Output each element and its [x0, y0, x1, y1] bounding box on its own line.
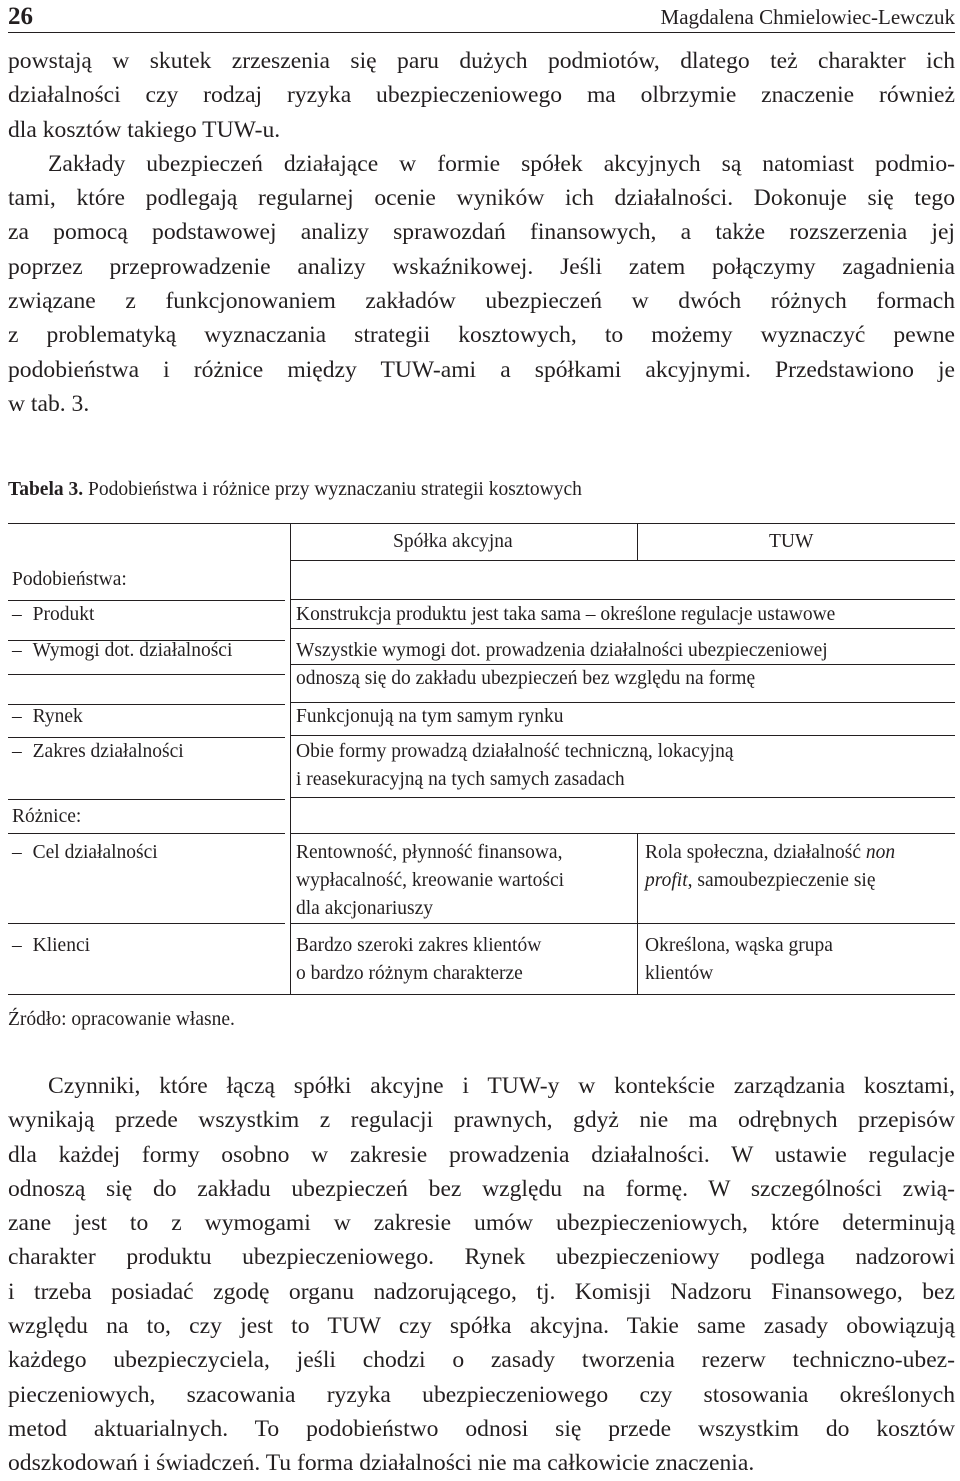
table-source: Źródło: opracowanie własne.	[8, 1009, 235, 1030]
column-header-tuw: TUW	[769, 531, 814, 552]
table-rule	[8, 799, 285, 800]
cell-line: dla akcjonariuszy	[296, 898, 433, 919]
cell-line: Rentowność, płynność finansowa,	[296, 842, 563, 863]
text-line: względu na to, czy jest to TUW czy spółka akcyjna. Takie same zasady obowiązują	[8, 1313, 955, 1340]
row-label-scope	[12, 738, 184, 766]
section-label-similarities: Podobieństwa:	[12, 569, 127, 590]
text-line: w tab. 3.	[8, 390, 90, 417]
cell-line: klientów	[645, 963, 714, 984]
row-label-text: Cel działalności	[32, 842, 158, 863]
comparison-table	[8, 523, 955, 995]
text-line: odnoszą się do zakładu ubezpieczeń bez względu na formę. W szczególności zwią-	[8, 1175, 955, 1202]
row-label-requirements	[12, 637, 232, 665]
row-label-text: Zakres działalności	[32, 741, 184, 762]
row-label-goal	[12, 839, 158, 867]
cell-line: Obie formy prowadzą działalność techniczną, lokacyjną	[296, 741, 734, 762]
table-rule-vertical	[637, 523, 638, 560]
cell-line: Określona, wąska grupa	[645, 935, 833, 956]
table-rule-vertical	[637, 833, 638, 995]
dash: –	[12, 741, 22, 762]
row-label-market	[12, 703, 83, 731]
cell-line: o bardzo różnym charakterze	[296, 963, 523, 984]
row-label-clients	[12, 932, 90, 960]
table-rule	[290, 797, 955, 798]
table-rule	[290, 735, 955, 736]
table-rule	[8, 833, 285, 834]
row-label-text: Rynek	[32, 706, 83, 727]
dash: –	[12, 842, 22, 863]
paragraph-factors	[8, 1069, 955, 1481]
cell-text: , samoubezpieczenie się	[687, 870, 876, 891]
row-label-text: Klienci	[32, 935, 91, 956]
dash: –	[12, 706, 22, 727]
text-line: dla kosztów takiego TUW-u.	[8, 116, 281, 143]
cell-text-italic: non	[865, 842, 896, 863]
row-value-goal-joint-stock	[296, 839, 564, 923]
row-value-goal-tuw	[645, 839, 895, 895]
row-value-product: Konstrukcja produktu jest taka sama – określone regulacje ustawowe	[296, 604, 836, 625]
table-rule	[290, 833, 955, 834]
text-line: każdego ubezpieczyciela, jeśli chodzi o zasady tworzenia rezerw techniczno-ubez-	[8, 1347, 955, 1374]
table-rule-top	[8, 523, 955, 524]
text-line: z problematyką wyznaczania strategii kosztowych, to możemy wyznaczyć pewne	[8, 322, 955, 349]
text-line: poprzez przeprowadzenie analizy wskaźnikowej. Jeśli zatem połączymy zagadnienia	[8, 253, 955, 280]
row-label-product	[12, 601, 94, 629]
text-line: i trzeba posiadać zgodę organu nadzorującego, tj. Komisji Nadzoru Finansowego, bez	[8, 1278, 955, 1305]
row-value-requirements	[296, 637, 828, 693]
text-line: odszkodowań i świadczeń. Tu forma działalności nie ma całkowicie znaczenia.	[8, 1450, 755, 1477]
dash: –	[12, 604, 22, 625]
text-line: podobieństwa i różnice między TUW-ami a spółkami akcyjnymi. Przedstawiono je	[8, 356, 955, 383]
column-header-joint-stock: Spółka akcyjna	[393, 531, 513, 552]
cell-text-italic: profit	[645, 870, 688, 891]
cell-line	[645, 839, 895, 867]
text-line: metod aktuarialnych. To podobieństwo odnosi się przede wszystkim do kosztów	[8, 1415, 955, 1442]
text-line: Zakłady ubezpieczeń działające w formie spółek akcyjnych są natomiast podmio-	[48, 150, 955, 177]
table-rule	[8, 923, 285, 924]
table-caption	[8, 476, 582, 504]
cell-line: odnoszą się do zakładu ubezpieczeń bez względu na formę	[296, 668, 756, 689]
row-value-scope	[296, 738, 733, 794]
cell-text: Rola społeczna, działalność	[645, 842, 866, 863]
row-value-clients-joint-stock	[296, 932, 541, 988]
table-rule-bottom	[8, 994, 955, 995]
text-line: Czynniki, które łączą spółki akcyjne i TUW-y w kontekście zarządzania kosztami,	[48, 1073, 955, 1099]
row-label-text: Produkt	[32, 604, 95, 625]
text-line: działalności czy rodzaj ryzyka ubezpieczeniowego ma olbrzymie znaczenie również	[8, 82, 955, 109]
dash: –	[12, 640, 22, 661]
running-header	[8, 2, 955, 33]
row-value-market: Funkcjonują na tym samym rynku	[296, 706, 564, 727]
text-line: charakter produktu ubezpieczeniowego. Rynek ubezpieczeniowy podlega nadzorowi	[8, 1244, 955, 1271]
text-line: wynikają przede wszystkim z regulacji prawnych, gdyż nie ma odrębnych przepisów	[8, 1107, 955, 1134]
paragraph-intro	[8, 44, 955, 421]
table-caption-text: Podobieństwa i różnice przy wyznaczaniu strategii kosztowych	[88, 479, 582, 500]
cell-line: Wszystkie wymogi dot. prowadzenia działalności ubezpieczeniowej	[296, 640, 828, 661]
text-line: tami, które podlegają regularnej ocenie wyników ich działalności. Dokonuje się tego	[8, 185, 955, 212]
cell-line	[645, 867, 895, 895]
running-head-author: Magdalena Chmielowiec-Lewczuk	[660, 5, 955, 29]
table-rule	[8, 674, 285, 675]
table-rule	[290, 923, 955, 924]
row-value-clients-tuw	[645, 932, 833, 988]
text-line: pieczeniowych, szacowania ryzyka ubezpieczeniowego czy stosowania określonych	[8, 1381, 955, 1408]
row-label-text: Wymogi dot. działalności	[32, 640, 233, 661]
text-line: zane jest to z wymogami w zakresie umów ubezpieczeniowych, które determinują	[8, 1210, 955, 1237]
text-line: za pomocą podstawowej analizy sprawozdań finansowych, a także rozszerzenia jej	[8, 219, 955, 246]
section-label-differences: Różnice:	[12, 806, 82, 827]
text-line: powstają w skutek zrzeszenia się paru dużych podmiotów, dlatego też charakter ich	[8, 48, 955, 74]
dash: –	[12, 935, 22, 956]
text-line: związane z funkcjonowaniem zakładów ubezpieczeń w dwóch różnych formach	[8, 288, 955, 315]
table-rule	[290, 560, 955, 561]
text-line: dla każdej formy osobno w zakresie prowadzenia działalności. W ustawie regulacje	[8, 1141, 955, 1168]
table-caption-label: Tabela 3.	[8, 479, 84, 500]
cell-line: i reasekuracyjną na tych samych zasadach	[296, 769, 625, 790]
cell-line: wypłacalność, kreowanie wartości	[296, 870, 565, 891]
cell-line: Bardzo szeroki zakres klientów	[296, 935, 542, 956]
table-rule-vertical	[290, 523, 291, 995]
page-number: 26	[8, 3, 33, 30]
table-rule	[290, 599, 955, 600]
